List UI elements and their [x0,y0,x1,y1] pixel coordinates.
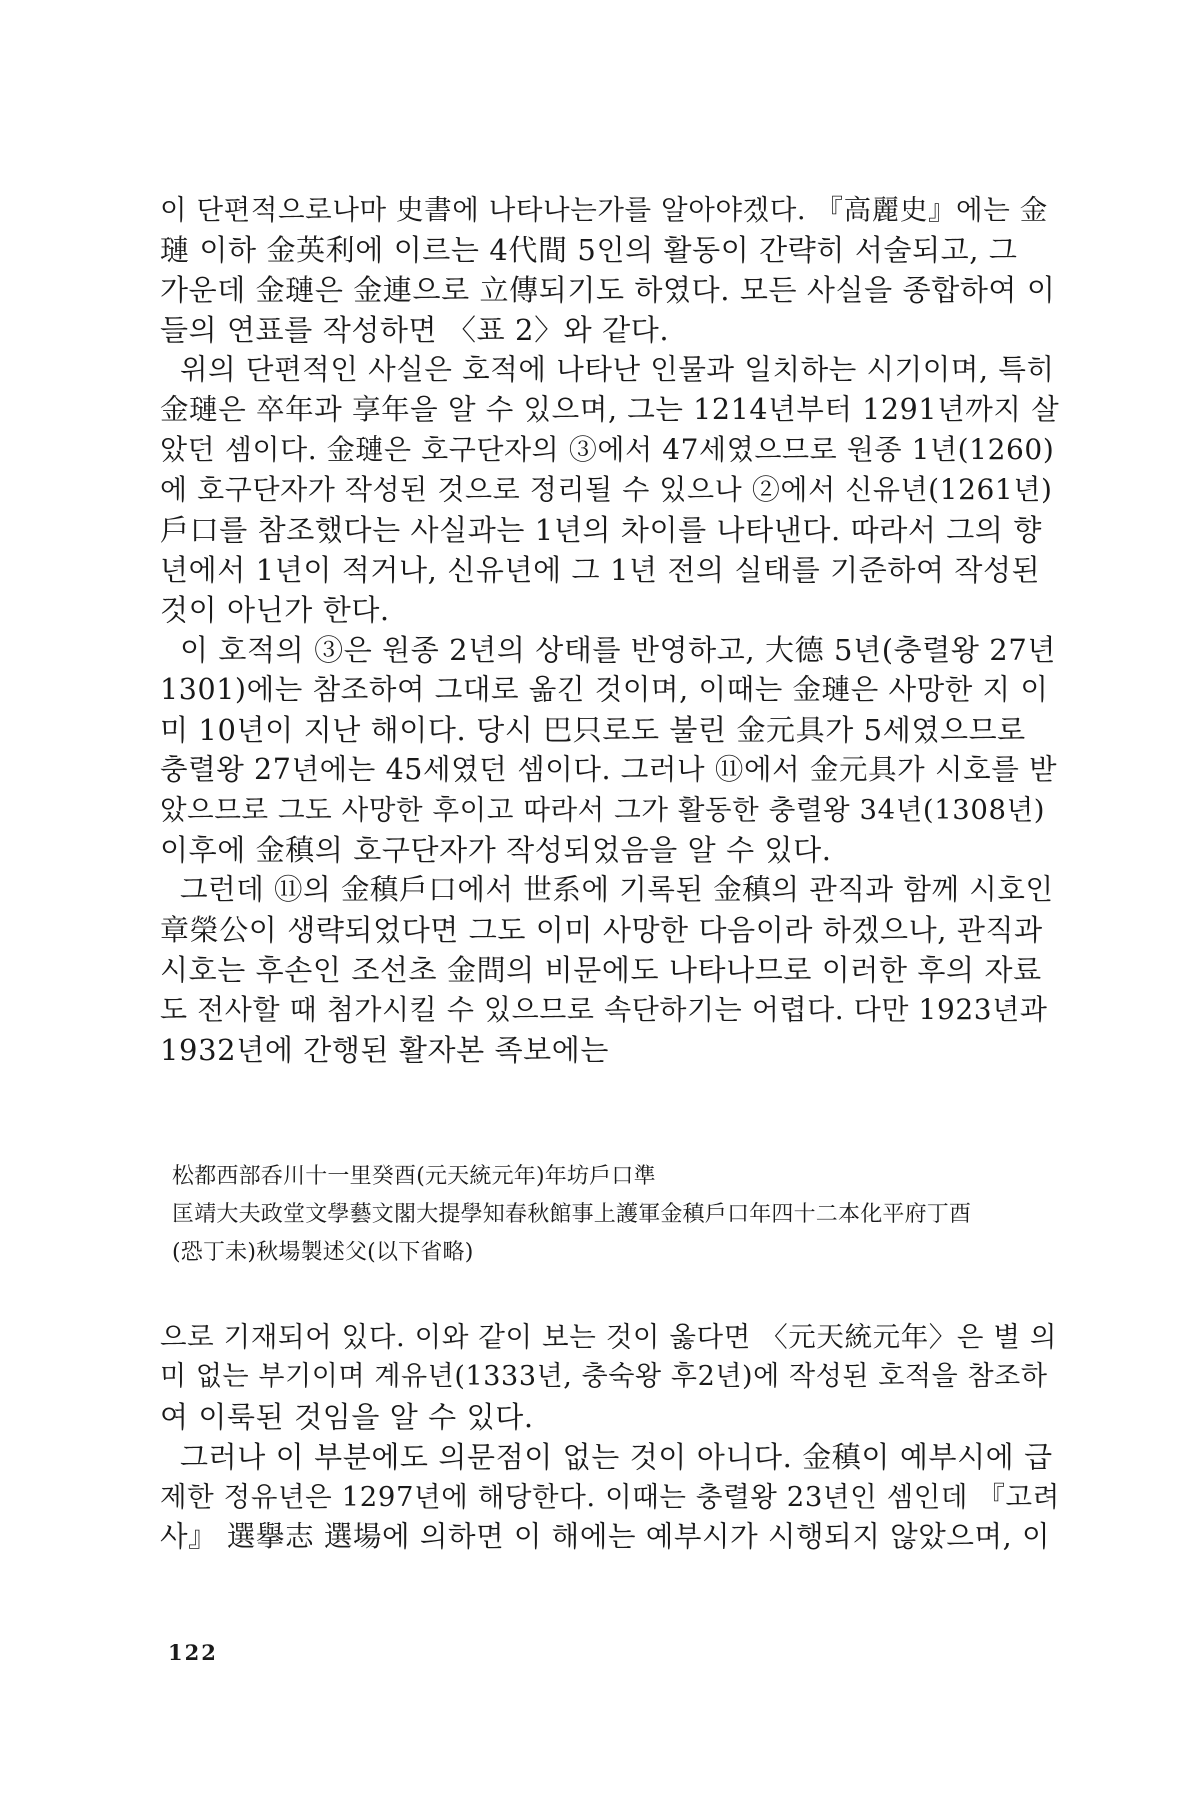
text-line: 미 10년이 지난 해이다. 당시 巴只로도 불린 金元具가 5세였으므로 [160,713,1026,747]
text-line: 미 없는 부기이며 계유년(1333년, 충숙왕 후2년)에 작성된 호적을 참조하 [160,1361,1048,1392]
text-line: 이후에 金稹의 호구단자가 작성되었음을 알 수 있다. [160,833,832,867]
text-line: 그러나 이 부분에도 의문점이 없는 것이 아니다. 金稹이 예부시에 급 [180,1440,1053,1474]
text-line: 1301)에는 참조하여 그대로 옮긴 것이며, 이때는 金璉은 사망한 지 이 [160,673,1049,706]
text-line: 았던 셈이다. 金璉은 호구단자의 ③에서 47세였으므로 원종 1년(1260) [160,433,1055,466]
text-line: 가운데 金璉은 金連으로 立傳되기도 하였다. 모든 사실을 종합하여 이 [160,273,1056,307]
text-line: 1932년에 간행된 활자본 족보에는 [160,1033,610,1067]
text-line: 에 호구단자가 작성된 것으로 정리될 수 있으나 ②에서 신유년(1261년) [160,473,1053,506]
text-line: 들의 연표를 작성하면 〈표 2〉와 같다. [160,313,670,347]
text-line: 여 이룩된 것임을 알 수 있다. [160,1400,534,1434]
text-line: 사』 選擧志 選場에 의하면 이 해에는 예부시가 시행되지 않았으며, 이 [160,1520,1051,1553]
text-line: 으로 기재되어 있다. 이와 같이 보는 것이 옳다면 〈元天統元年〉은 별 의 [160,1321,1058,1353]
text-line: 제한 정유년은 1297년에 해당한다. 이때는 충렬왕 23년인 셈인데 『고려 [160,1481,1060,1513]
text-line: 시호는 후손인 조선초 金問의 비문에도 나타나므로 이러한 후의 자료 [160,953,1042,987]
text-line: 이 단편적으로나마 史書에 나타나는가를 알아야겠다. 『高麗史』에는 金 [160,194,1048,226]
paragraph-4 [160,870,1060,1070]
text-line: 그런데 ⑪의 金稹戶口에서 世系에 기록된 金稹의 관직과 함께 시호인 [180,873,1054,906]
main-text-top [160,190,1060,1070]
quote-line: 松都西部呑川十一里癸酉(元天統元年)年坊戶口準 [172,1164,656,1189]
text-line: 璉 이하 金英利에 이르는 4代間 5인의 활동이 간략히 서술되고, 그 [160,233,1018,267]
main-text-bottom [160,1317,1060,1557]
quote-line: 匡靖大夫政堂文學藝文閣大提學知春秋館事上護軍金稹戶口年四十二本化平府丁酉 [172,1202,972,1227]
text-line: 戶口를 참조했다는 사실과는 1년의 차이를 나타낸다. 따라서 그의 향 [160,513,1042,547]
text-line: 것이 아닌가 한다. [160,593,390,627]
text-line: 년에서 1년이 적거나, 신유년에 그 1년 전의 실태를 기준하여 작성된 [160,553,1041,587]
page-number: 122 [168,1640,218,1665]
quoted-record [172,1158,1072,1272]
text-line: 金璉은 卒年과 享年을 알 수 있으며, 그는 1214년부터 1291년까지 살 [160,393,1060,426]
paragraph-1 [160,190,1060,350]
paragraph-2 [160,350,1060,630]
paragraph-6 [160,1437,1060,1557]
text-line: 도 전사할 때 첨가시킬 수 있으므로 속단하기는 어렵다. 다만 1923년과 [160,993,1048,1026]
text-line: 위의 단편적인 사실은 호적에 나타난 인물과 일치하는 시기이며, 특히 [180,353,1055,386]
text-line: 충렬왕 27년에는 45세였던 셈이다. 그러나 ⑪에서 金元具가 시호를 받 [160,753,1058,786]
text-line: 章榮公이 생략되었다면 그도 이미 사망한 다음이라 하겠으나, 관직과 [160,913,1043,947]
quote-line: (恐丁未)秋場製述父(以下省略) [172,1240,474,1265]
text-line: 이 호적의 ③은 원종 2년의 상태를 반영하고, 大德 5년(충렬왕 27년 [180,633,1056,667]
paragraph-3 [160,630,1060,870]
paragraph-5 [160,1317,1060,1437]
text-line: 았으므로 그도 사망한 후이고 따라서 그가 활동한 충렬왕 34년(1308년) [160,794,1046,826]
